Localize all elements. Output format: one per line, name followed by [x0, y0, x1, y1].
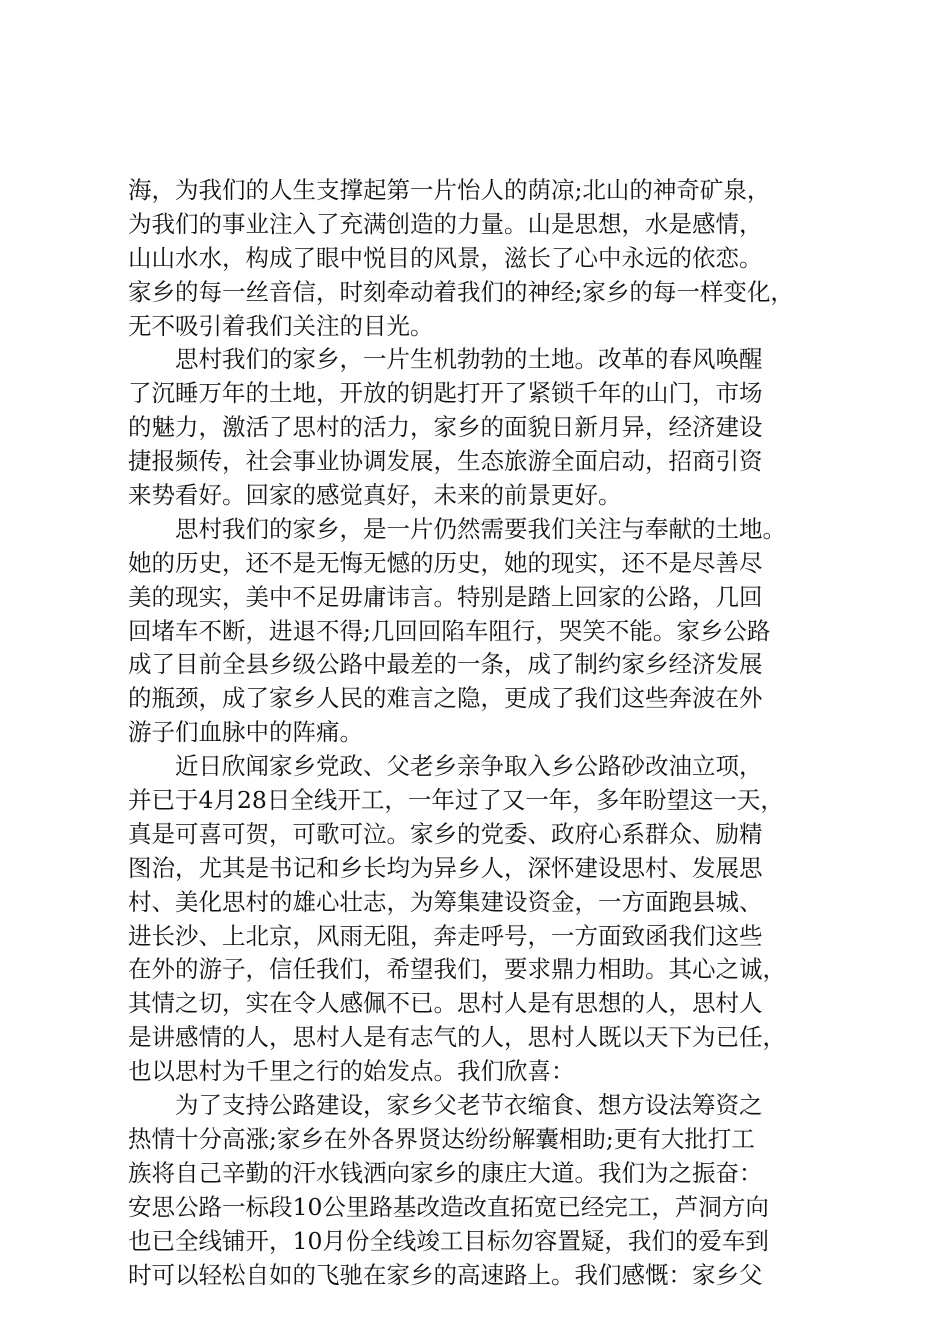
text-line: 图治，尤其是书记和乡长均为异乡人，深怀建设思村、发展思	[128, 853, 763, 882]
text-line: 真是可喜可贺，可歌可泣。家乡的党委、政府心系群众、励精	[128, 819, 763, 848]
text-line: 也已全线铺开，10月份全线竣工目标勿容置疑，我们的爱车到	[128, 1226, 769, 1255]
text-line: 成了目前全县乡级公路中最差的一条，成了制约家乡经济发展	[128, 650, 763, 679]
text-line: 是讲感情的人，思村人是有志气的人，思村人既以天下为已任，	[128, 1023, 786, 1052]
document-body	[128, 174, 848, 1292]
text-line: 在外的游子，信任我们，希望我们，要求鼎力相助。其心之诚，	[128, 955, 786, 984]
text-line: 海，为我们的人生支撑起第一片怡人的荫凉;北山的神奇矿泉，	[128, 176, 771, 204]
text-line: 近日欣闻家乡党政、父老乡亲争取入乡公路砂改油立项，	[128, 752, 763, 781]
text-line: 村、美化思村的雄心壮志，为筹集建设资金，一方面跑县城、	[128, 887, 763, 916]
text-line: 也以思村为千里之行的始发点。我们欣喜：	[128, 1057, 575, 1086]
text-line: 族将自己辛勤的汗水钱洒向家乡的康庄大道。我们为之振奋：	[128, 1158, 763, 1187]
text-line: 了沉睡万年的土地，开放的钥匙打开了紧锁千年的山门，市场	[128, 379, 763, 408]
text-line: 她的历史，还不是无悔无憾的历史，她的现实，还不是尽善尽	[128, 548, 763, 577]
text-line: 热情十分高涨;家乡在外各界贤达纷纷解囊相助;更有大批打工	[128, 1124, 755, 1153]
text-line: 回堵车不断，进退不得;几回回陷车阻行，哭笑不能。家乡公路	[128, 616, 771, 645]
text-line: 进长沙、上北京，风雨无阻，奔走呼号，一方面致函我们这些	[128, 921, 763, 950]
text-line: 为了支持公路建设，家乡父老节衣缩食、想方设法筹资之	[128, 1091, 763, 1120]
text-line: 美的现实，美中不足毋庸讳言。特别是踏上回家的公路，几回	[128, 582, 763, 611]
text-line: 的魅力，激活了思村的活力，家乡的面貌日新月异，经济建设	[128, 413, 763, 442]
text-line: 来势看好。回家的感觉真好，未来的前景更好。	[128, 481, 622, 510]
text-line: 家乡的每一丝音信，时刻牵动着我们的神经;家乡的每一样变化，	[128, 277, 794, 306]
text-line: 思村我们的家乡，一片生机勃勃的土地。改革的春风唤醒	[128, 345, 763, 374]
text-line: 为我们的事业注入了充满创造的力量。山是思想，水是感情，	[128, 209, 763, 238]
text-line: 安思公路一标段10公里路基改造改直拓宽已经完工，芦洞方向	[128, 1192, 769, 1221]
text-line: 思村我们的家乡，是一片仍然需要我们关注与奉献的土地。	[128, 514, 786, 543]
text-line: 无不吸引着我们关注的目光。	[128, 311, 434, 340]
text-line: 并已于4月28日全线开工，一年过了又一年，多年盼望这一天，	[128, 786, 784, 815]
text-line: 山山水水，构成了眼中悦目的风景，滋长了心中永远的依恋。	[128, 243, 763, 272]
text-line: 的瓶颈，成了家乡人民的难言之隐，更成了我们这些奔波在外	[128, 684, 763, 713]
text-line: 捷报频传，社会事业协调发展，生态旅游全面启动，招商引资	[128, 447, 763, 476]
text-line: 其情之切，实在令人感佩不已。思村人是有思想的人，思村人	[128, 989, 763, 1018]
text-line: 时可以轻松自如的飞驰在家乡的高速路上。我们感慨：家乡父	[128, 1260, 763, 1289]
text-line: 游子们血脉中的阵痛。	[128, 718, 363, 747]
